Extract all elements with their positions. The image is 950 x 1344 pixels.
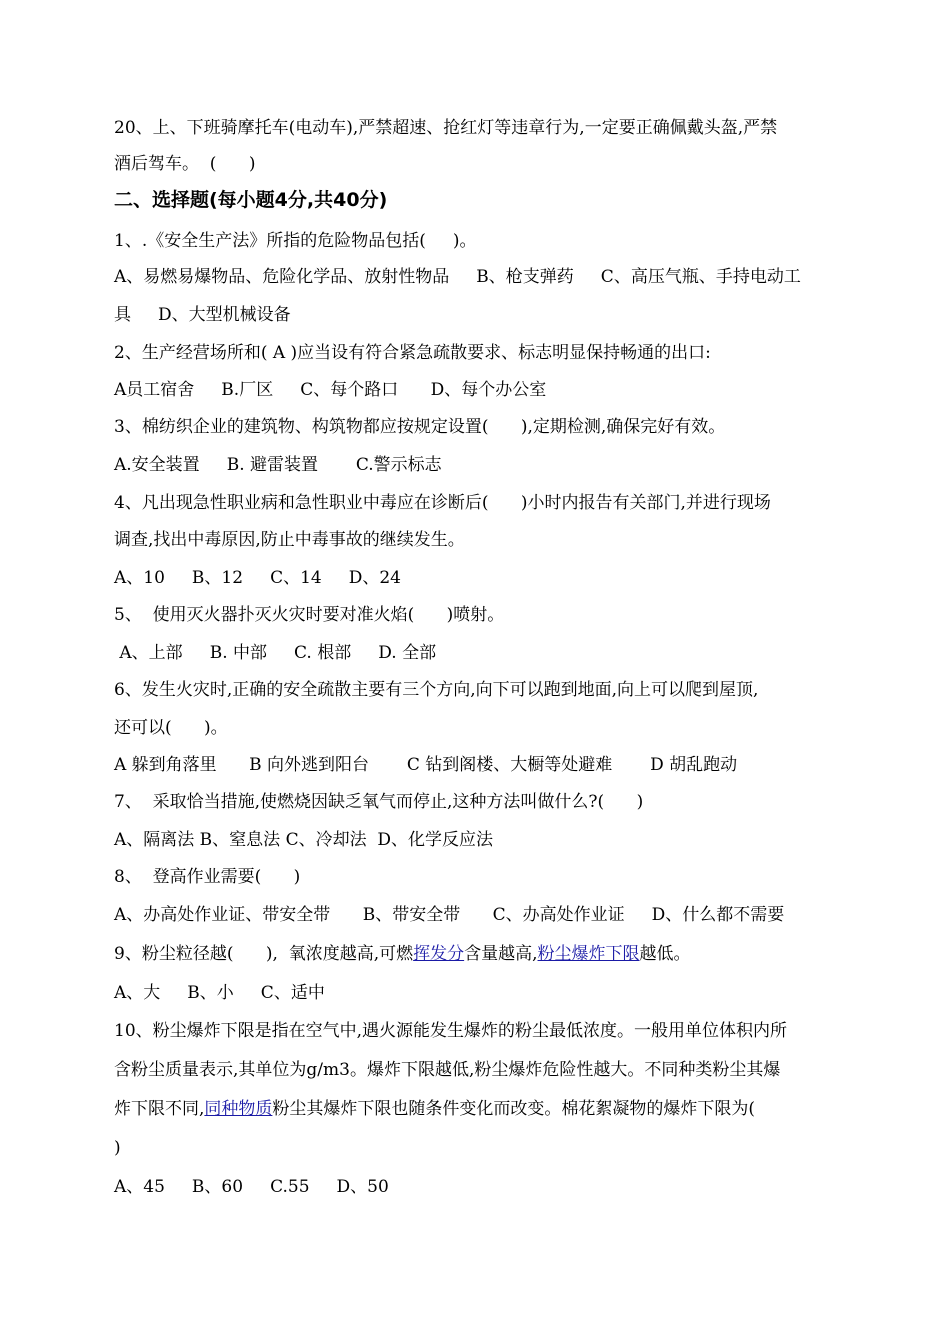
q10-line-4: ) xyxy=(114,1138,121,1158)
q9-stem-part-3: 越低。 xyxy=(639,944,691,964)
q2-options: A员工宿舍 B.厂区 C、每个路口 D、每个办公室 xyxy=(114,380,547,400)
q9-stem xyxy=(114,942,691,966)
same-substance-link[interactable]: 同种物质 xyxy=(204,1099,273,1119)
q8-stem: 8、 登高作业需要( ) xyxy=(114,867,301,887)
q20-line-2: 酒后驾车。 ( ) xyxy=(114,154,256,174)
q10-line-3-part-2: 粉尘其爆炸下限也随条件变化而改变。棉花絮凝物的爆炸下限为( xyxy=(272,1099,756,1119)
q1-options-line-1: A、易燃易爆物品、危险化学品、放射性物品 B、枪支弹药 C、高压气瓶、手持电动工 xyxy=(114,267,801,287)
q6-line-2: 还可以( )。 xyxy=(114,718,228,738)
q1-options-line-2: 具 D、大型机械设备 xyxy=(114,305,291,325)
q6-line-1: 6、发生火灾时,正确的安全疏散主要有三个方向,向下可以跑到地面,向上可以爬到屋顶, xyxy=(114,680,759,700)
q10-line-1: 10、粉尘爆炸下限是指在空气中,遇火源能发生爆炸的粉尘最低浓度。一般用单位体积内所 xyxy=(114,1021,788,1041)
q10-line-3-part-1: 炸下限不同, xyxy=(114,1099,205,1119)
dust-explosion-limit-link[interactable]: 粉尘爆炸下限 xyxy=(537,944,640,964)
q9-options: A、大 B、小 C、适中 xyxy=(114,983,325,1003)
q10-line-3 xyxy=(114,1097,755,1121)
q1-stem: 1、.《安全生产法》所指的危险物品包括( )。 xyxy=(114,231,477,251)
section-heading: 二、选择题(每小题4分,共40分) xyxy=(114,189,388,211)
q10-line-2: 含粉尘质量表示,其单位为g/m3。爆炸下限越低,粉尘爆炸危险性越大。不同种类粉尘其爆 xyxy=(114,1060,781,1080)
q9-stem-part-2: 含量越高, xyxy=(464,944,538,964)
q2-stem: 2、生产经营场所和( A )应当设有符合紧急疏散要求、标志明显保持畅通的出口: xyxy=(114,343,711,363)
q3-stem: 3、棉纺织企业的建筑物、构筑物都应按规定设置( ),定期检测,确保完好有效。 xyxy=(114,417,726,437)
q4-options: A、10 B、12 C、14 D、24 xyxy=(114,568,401,588)
q6-options: A 躲到角落里 B 向外逃到阳台 C 钻到阁楼、大橱等处避难 D 胡乱跑动 xyxy=(114,755,738,775)
q9-stem-part-1: 9、粉尘粒径越( ), 氧浓度越高,可燃 xyxy=(114,944,414,964)
q5-options: A、上部 B. 中部 C. 根部 D. 全部 xyxy=(114,643,437,663)
volatile-matter-link[interactable]: 挥发分 xyxy=(413,944,465,964)
q4-line-1: 4、凡出现急性职业病和急性职业中毒应在诊断后( )小时内报告有关部门,并进行现场 xyxy=(114,493,771,513)
q7-options: A、隔离法 B、窒息法 C、冷却法 D、化学反应法 xyxy=(114,830,494,850)
q3-options: A.安全装置 B. 避雷装置 C.警示标志 xyxy=(114,455,442,475)
q8-options: A、办高处作业证、带安全带 B、带安全带 C、办高处作业证 D、什么都不需要 xyxy=(114,905,785,925)
q5-stem: 5、 使用灭火器扑灭火灾时要对准火焰( )喷射。 xyxy=(114,605,505,625)
q20-line-1: 20、上、下班骑摩托车(电动车),严禁超速、抢红灯等违章行为,一定要正确佩戴头盔,严禁 xyxy=(114,118,778,138)
q7-stem: 7、 采取恰当措施,使燃烧因缺乏氧气而停止,这种方法叫做什么?( ) xyxy=(114,792,644,812)
q10-options: A、45 B、60 C.55 D、50 xyxy=(114,1177,389,1197)
q4-line-2: 调查,找出中毒原因,防止中毒事故的继续发生。 xyxy=(114,530,465,550)
